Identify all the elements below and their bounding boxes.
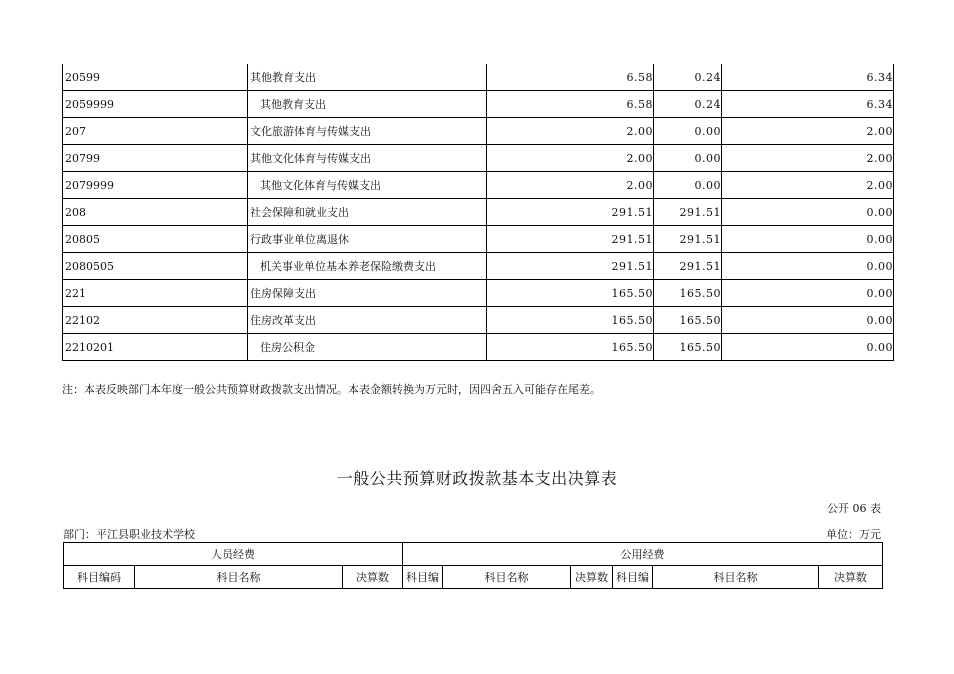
total-amount: 165.50 (611, 313, 653, 327)
basic-amount: 0.00 (694, 124, 721, 138)
table-row (63, 118, 894, 145)
subject-name: 其他教育支出 (250, 71, 316, 84)
project-amount: 6.34 (866, 70, 893, 84)
table-row (63, 145, 894, 172)
col-header-name: 科目名称 (443, 566, 571, 589)
basic-expenditure-header-table (63, 542, 883, 589)
basic-amount: 0.00 (694, 151, 721, 165)
subject-code: 207 (65, 124, 86, 138)
subject-name: 文化旅游体育与传媒支出 (250, 125, 371, 138)
col-header-amount: 决算数 (819, 566, 883, 589)
project-amount: 0.00 (866, 259, 893, 273)
basic-amount: 0.24 (694, 97, 721, 111)
subject-code: 2079999 (65, 178, 114, 192)
expenditure-table-continued (62, 64, 894, 361)
subject-code: 2210201 (65, 340, 114, 354)
subject-name: 其他文化体育与传媒支出 (260, 179, 381, 192)
subject-name: 其他文化体育与传媒支出 (250, 152, 371, 165)
basic-amount: 0.00 (694, 178, 721, 192)
table-note: 注：本表反映部门本年度一般公共预算财政拨款支出情况。本表金额转换为万元时，因四舍五入可能存在尾差。 (62, 383, 601, 396)
col-header-name: 科目名称 (135, 566, 343, 589)
subject-code: 208 (65, 205, 86, 219)
basic-amount: 291.51 (679, 232, 721, 246)
basic-amount: 165.50 (679, 286, 721, 300)
table-row (63, 91, 894, 118)
project-amount: 2.00 (866, 124, 893, 138)
project-amount: 0.00 (866, 340, 893, 354)
subject-code: 2080505 (65, 259, 114, 273)
subject-code: 20599 (65, 70, 100, 84)
subject-name: 社会保障和就业支出 (250, 206, 349, 219)
total-amount: 2.00 (626, 151, 653, 165)
subject-code: 20799 (65, 151, 100, 165)
subject-name: 住房保障支出 (250, 287, 316, 300)
department-label: 部门：平江县职业技术学校 (63, 528, 195, 541)
table-row (63, 199, 894, 226)
unit-label: 单位：万元 (826, 528, 881, 541)
subject-name: 机关事业单位基本养老保险缴费支出 (260, 260, 436, 273)
total-amount: 2.00 (626, 124, 653, 138)
group-header-personnel: 人员经费 (64, 543, 403, 566)
total-amount: 6.58 (626, 97, 653, 111)
subject-code: 20805 (65, 232, 100, 246)
total-amount: 165.50 (611, 286, 653, 300)
form-number: 公开 06 表 (827, 502, 881, 515)
total-amount: 2.00 (626, 178, 653, 192)
table-row (63, 307, 894, 334)
subject-code: 221 (65, 286, 86, 300)
subject-code: 22102 (65, 313, 100, 327)
col-header-code: 科目编码 (64, 566, 135, 589)
total-amount: 291.51 (611, 232, 653, 246)
col-header-amount: 决算数 (343, 566, 403, 589)
total-amount: 291.51 (611, 205, 653, 219)
basic-amount: 291.51 (679, 259, 721, 273)
total-amount: 165.50 (611, 340, 653, 354)
project-amount: 0.00 (866, 313, 893, 327)
subject-name: 住房改革支出 (250, 314, 316, 327)
project-amount: 6.34 (866, 97, 893, 111)
basic-amount: 0.24 (694, 70, 721, 84)
total-amount: 6.58 (626, 70, 653, 84)
table-row (63, 64, 894, 91)
project-amount: 2.00 (866, 178, 893, 192)
basic-amount: 165.50 (679, 340, 721, 354)
project-amount: 2.00 (866, 151, 893, 165)
subject-name: 住房公积金 (260, 341, 315, 354)
table-row (63, 226, 894, 253)
total-amount: 291.51 (611, 259, 653, 273)
table-row (63, 172, 894, 199)
col-header-code: 科目编 (613, 566, 653, 589)
table-row (63, 253, 894, 280)
group-header-public: 公用经费 (403, 543, 883, 566)
table-row (63, 280, 894, 307)
basic-amount: 291.51 (679, 205, 721, 219)
col-header-code: 科目编 (403, 566, 443, 589)
project-amount: 0.00 (866, 205, 893, 219)
page-title: 一般公共预算财政拨款基本支出决算表 (336, 469, 618, 488)
subject-code: 2059999 (65, 97, 114, 111)
col-header-name: 科目名称 (653, 566, 819, 589)
project-amount: 0.00 (866, 232, 893, 246)
subject-name: 行政事业单位离退休 (250, 233, 349, 246)
basic-amount: 165.50 (679, 313, 721, 327)
table-row (63, 334, 894, 361)
subject-name: 其他教育支出 (260, 98, 326, 111)
col-header-amount: 决算数 (571, 566, 613, 589)
project-amount: 0.00 (866, 286, 893, 300)
